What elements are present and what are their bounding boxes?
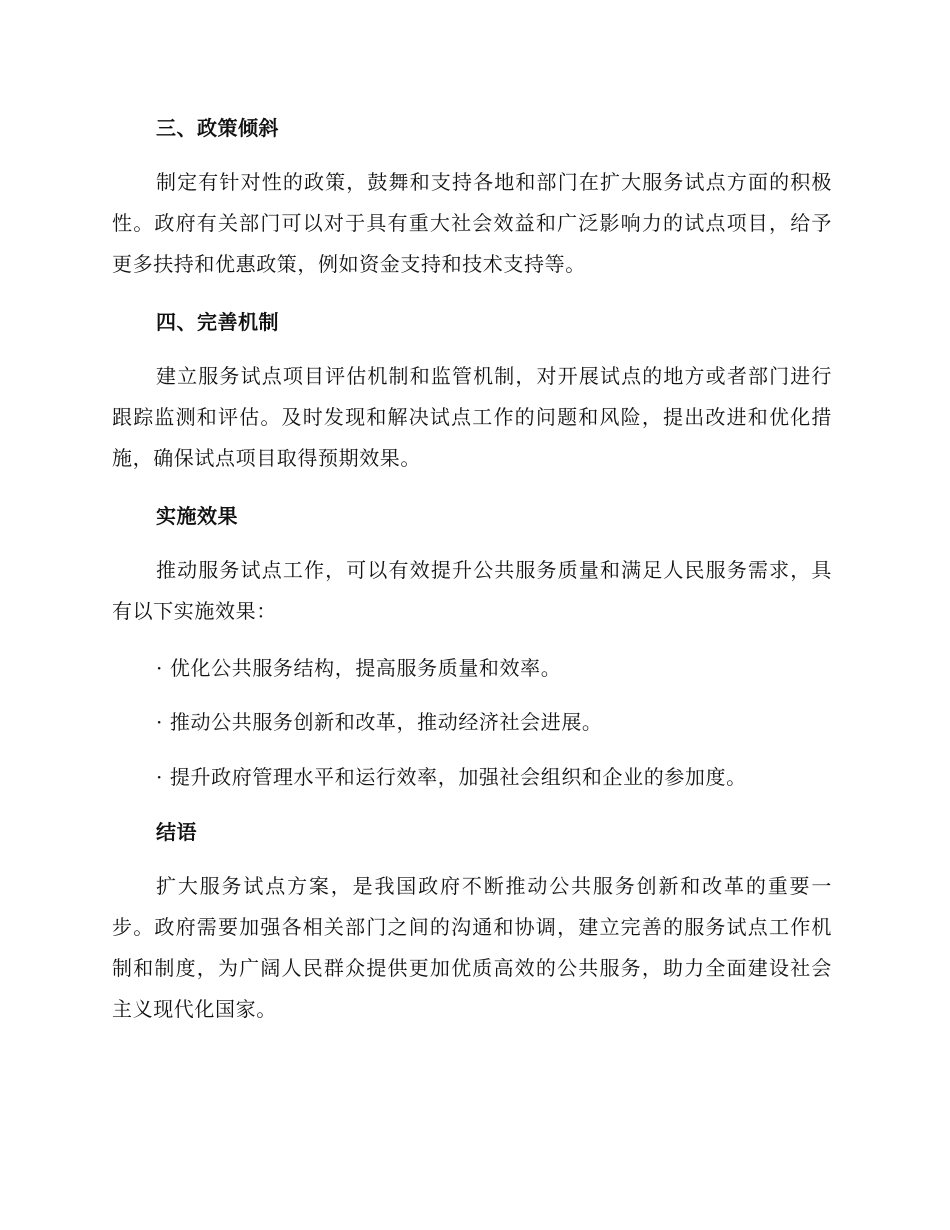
section-heading-mechanism: 四、完善机制 bbox=[156, 310, 279, 334]
paragraph-conclusion: 扩大服务试点方案，是我国政府不断推动公共服务创新和改革的重要一步。政府需要加强各相关部门之间的沟通和协调，建立完善的服务试点工作机制和制度，为广阔人民群众提供更加优质高效的公共服务，助力全面建设社会主义现代化国家。 bbox=[112, 874, 832, 1021]
section-heading-conclusion: 结语 bbox=[156, 820, 197, 844]
section-heading-policy: 三、政策倾斜 bbox=[156, 116, 279, 140]
section-heading-effects: 实施效果 bbox=[156, 504, 238, 528]
bullet-item: · 推动公共服务创新和改革，推动经济社会进展。 bbox=[156, 710, 603, 734]
paragraph-mechanism: 建立服务试点项目评估机制和监管机制，对开展试点的地方或者部门进行跟踪监测和评估。及时发现和解决试点工作的问题和风险，提出改进和优化措施，确保试点项目取得预期效果。 bbox=[112, 364, 832, 470]
paragraph-policy: 制定有针对性的政策，鼓舞和支持各地和部门在扩大服务试点方面的积极性。政府有关部门可以对于具有重大社会效益和广泛影响力的试点项目，给予更多扶持和优惠政策，例如资金支持和技术支持等。 bbox=[112, 170, 832, 276]
paragraph-effects: 推动服务试点工作，可以有效提升公共服务质量和满足人民服务需求，具有以下实施效果： bbox=[112, 558, 832, 623]
bullet-item: · 优化公共服务结构，提高服务质量和效率。 bbox=[156, 656, 562, 680]
bullet-item: · 提升政府管理水平和运行效率，加强社会组织和企业的参加度。 bbox=[156, 765, 747, 789]
